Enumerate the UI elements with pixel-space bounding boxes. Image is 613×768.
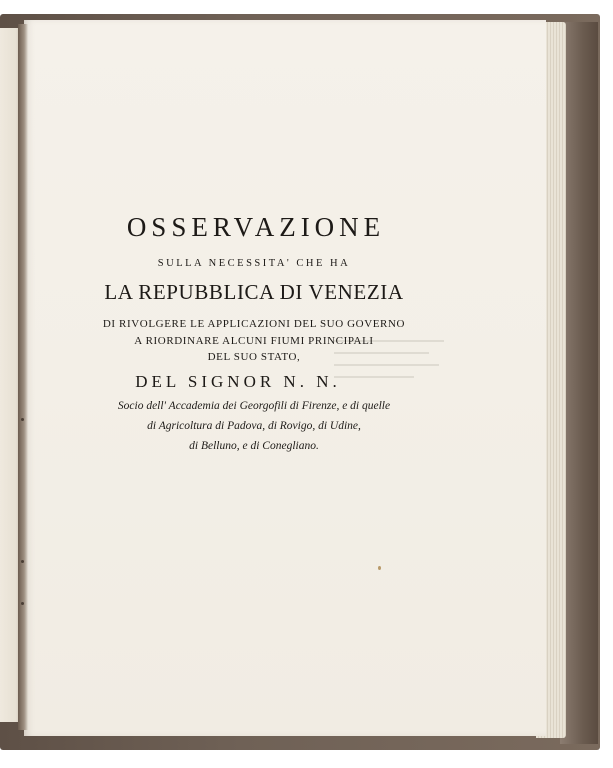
binding-stitch [21,560,24,563]
description [74,316,434,366]
description-line: DEL SUO STATO, [207,351,301,363]
gutter-shadow [18,24,28,730]
author: DEL SIGNOR N. N. [135,372,341,391]
foxing-spot [378,566,381,570]
affiliation-line: di Agricoltura di Padova, di Rovigo, di Udine, [147,420,361,432]
description-line: A RIORDINARE ALCUNI FIUMI PRINCIPALI [134,334,374,347]
affiliation-line: di Belluno, e di Conegliano. [189,440,319,452]
binding-stitch [21,418,24,421]
affiliation-line: Socio dell' Accademia dei Georgofili di Firenze, e di quelle [117,400,391,412]
facing-page-edge [0,28,20,722]
main-heading: LA REPUBBLICA DI VENEZIA [104,280,404,304]
affiliation [54,396,454,456]
description-line: DI RIVOLGERE LE APPLICAZIONI DEL SUO GOVERNO [102,318,406,330]
binding-stitch [21,602,24,605]
subtitle: SULLA NECESSITA' CHE HA [157,258,351,269]
page-title: OSSERVAZIONE [126,212,386,242]
title-page [24,20,546,736]
